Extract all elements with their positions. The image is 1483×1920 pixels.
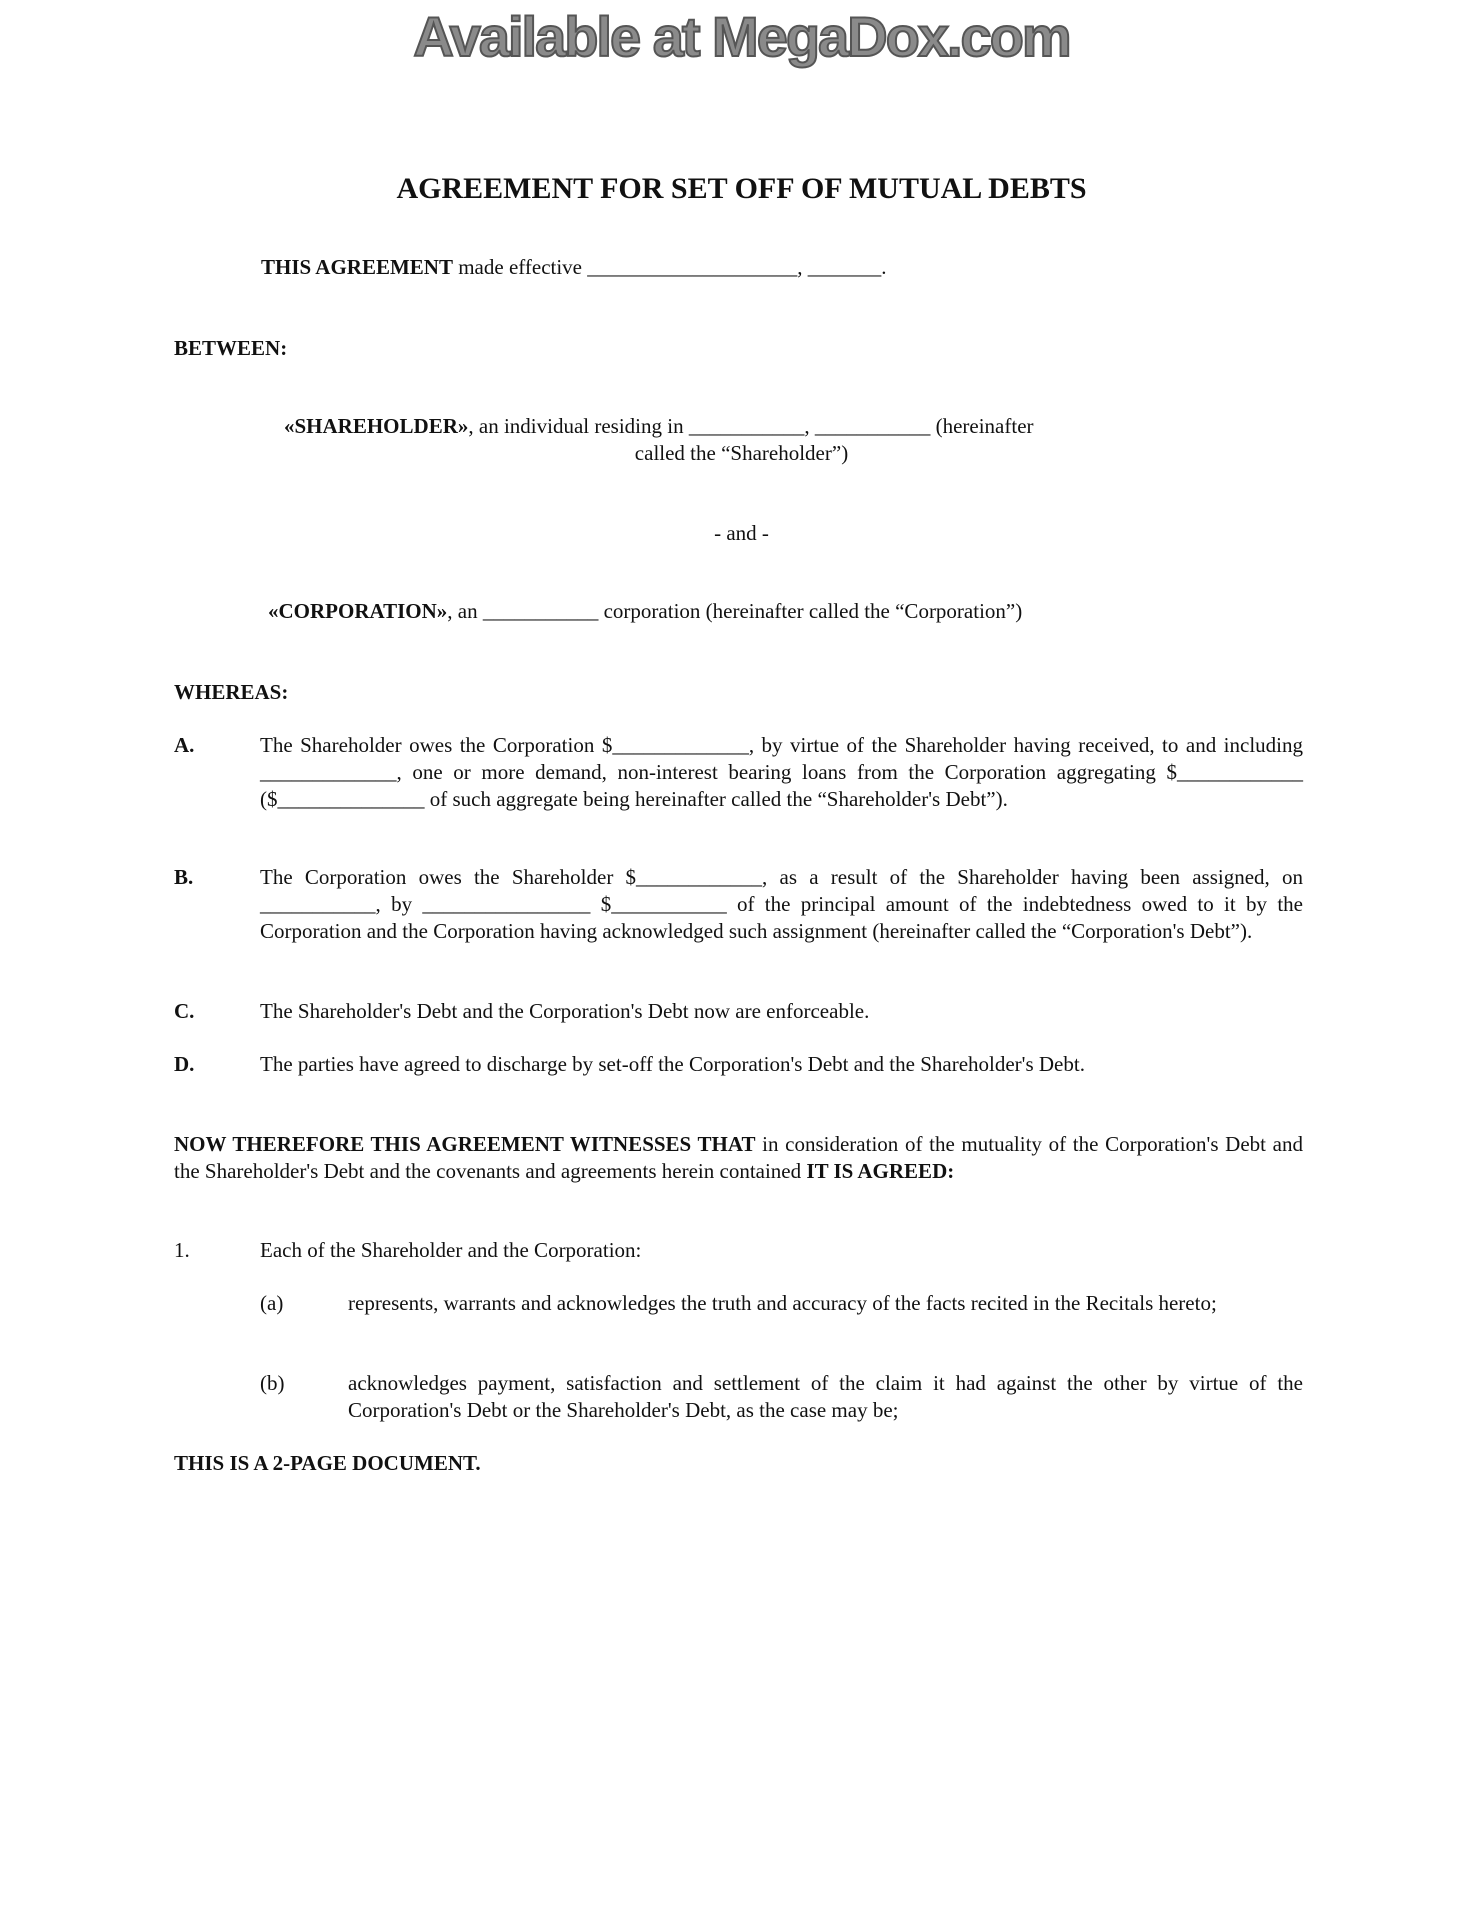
recital-label: C. — [174, 999, 195, 1023]
shareholder-called: called the “Shareholder”) — [634, 441, 849, 465]
subclause-label: (b) — [260, 1371, 285, 1395]
recital-a: The Shareholder owes the Corporation $_____________, by virtue of the Shareholder having received, to and including _____________, one or more demand, non-interest bearing loans from the Corporation aggregating $____________ ($______________ of such aggregate being hereinafter called the “Shareholder's Debt”). — [260, 733, 1303, 811]
corporation-name: «CORPORATION» — [268, 599, 448, 623]
recital-label: A. — [174, 733, 195, 757]
intro-text: made effective ____________________, _______. — [452, 255, 887, 279]
shareholder-name: «SHAREHOLDER» — [284, 414, 469, 438]
intro-line — [261, 254, 887, 281]
subclause-b: acknowledges payment, satisfaction and settlement of the claim it had against the other by virtue of the Corporation's Debt or the Shareholder's Debt, as the case may be; — [348, 1371, 1303, 1422]
and-separator: - and - — [714, 521, 769, 545]
recital-c: The Shareholder's Debt and the Corporation's Debt now are enforceable. — [260, 999, 870, 1023]
now-therefore-bold: NOW THEREFORE THIS AGREEMENT WITNESSES THAT — [174, 1132, 756, 1156]
recital-d: The parties have agreed to discharge by set-off the Corporation's Debt and the Shareholder's Debt. — [260, 1052, 1085, 1076]
recital-label: B. — [174, 865, 194, 889]
shareholder-text: , an individual residing in ___________, ___________ (hereinafter — [468, 414, 1034, 438]
subclause-label: (a) — [260, 1291, 284, 1315]
document-title: AGREEMENT FOR SET OFF OF MUTUAL DEBTS — [396, 172, 1087, 205]
subclause-a: represents, warrants and acknowledges the truth and accuracy of the facts recited in the Recitals hereto; — [348, 1291, 1217, 1315]
corporation-text: , an ___________ corporation (hereinafter called the “Corporation”) — [447, 599, 1023, 623]
clause-1: Each of the Shareholder and the Corporation: — [260, 1238, 642, 1262]
whereas-heading: WHEREAS: — [174, 680, 289, 704]
between-heading: BETWEEN: — [174, 336, 288, 360]
party-shareholder — [284, 413, 1034, 440]
recital-b: The Corporation owes the Shareholder $____________, as a result of the Shareholder having been assigned, on ___________, by ________________ $___________ of the principal amount of the indebtedness owed to it by the Corporation and the Corporation having acknowledged such assignment (hereinafter called the “Corporation's Debt”). — [260, 865, 1303, 943]
party-corporation — [268, 598, 1022, 625]
watermark: Available at MegaDox.com — [413, 5, 1070, 68]
page-count-note: THIS IS A 2-PAGE DOCUMENT. — [174, 1451, 481, 1475]
now-therefore-paragraph — [174, 1131, 1303, 1185]
clause-number: 1. — [174, 1238, 190, 1262]
it-is-agreed: IT IS AGREED: — [806, 1159, 955, 1183]
intro-bold: THIS AGREEMENT — [261, 255, 453, 279]
recital-label: D. — [174, 1052, 195, 1076]
now-therefore-text: in consideration of the mutuality of the Corporation's Debt and the Shareholder's Debt and the covenants and agreements herein contained — [174, 1132, 1303, 1183]
